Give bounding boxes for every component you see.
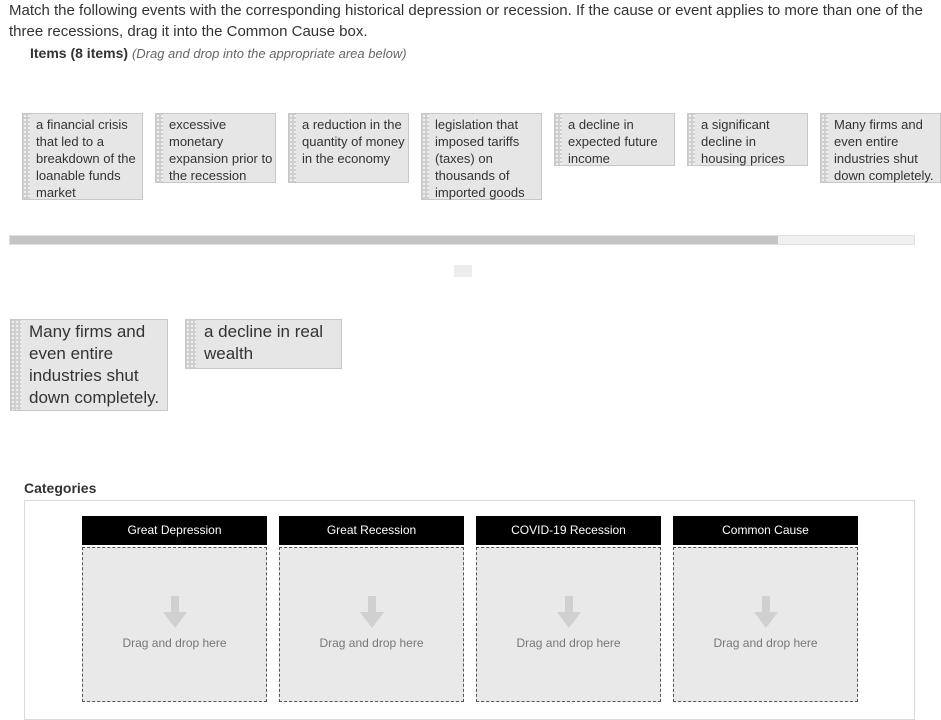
draggable-item[interactable] xyxy=(288,113,409,183)
items-scrollbar[interactable] xyxy=(9,235,915,245)
drag-handle-icon[interactable] xyxy=(289,114,296,182)
scrollbar-thumb[interactable] xyxy=(10,236,778,244)
items-tray xyxy=(9,105,934,235)
arrow-down-icon xyxy=(753,596,779,630)
items-hint: (Drag and drop into the appropriate area below) xyxy=(131,46,407,61)
item-text: Many firms and even entire industries shut down completely. xyxy=(834,117,934,183)
category-title: COVID-19 Recession xyxy=(476,516,661,545)
drag-handle-icon[interactable] xyxy=(156,114,163,182)
draggable-item[interactable] xyxy=(10,319,168,411)
item-text: excessive monetary expansion prior to the recession xyxy=(169,117,273,183)
drag-handle-icon[interactable] xyxy=(688,114,695,165)
category-common-cause xyxy=(673,516,858,702)
instructions: Match the following events with the corresponding historical depression or recession. If the cause or event applies to more than one of the three recessions, drag it into the Common Cause box. xyxy=(9,2,923,40)
draggable-item[interactable] xyxy=(185,319,342,369)
draggable-item[interactable] xyxy=(687,113,808,166)
draggable-item[interactable] xyxy=(820,113,941,183)
arrow-down-icon xyxy=(556,596,582,630)
category-title: Great Depression xyxy=(82,516,267,545)
arrow-down-icon xyxy=(162,596,188,630)
drop-zone[interactable] xyxy=(476,547,661,702)
item-text: a decline in real wealth xyxy=(204,322,324,363)
drag-handle-icon[interactable] xyxy=(555,114,562,165)
resize-handle[interactable] xyxy=(454,265,472,277)
category-title: Common Cause xyxy=(673,516,858,545)
item-text: legislation that imposed tariffs (taxes) on thousands of imported goods xyxy=(435,117,525,200)
category-covid-19-recession xyxy=(476,516,661,702)
category-great-depression xyxy=(82,516,267,702)
item-text: a decline in expected future income xyxy=(568,117,658,166)
drop-zone[interactable] xyxy=(673,547,858,702)
item-text: a financial crisis that led to a breakdown of the loanable funds market xyxy=(36,117,136,200)
drop-zone[interactable] xyxy=(82,547,267,702)
category-great-recession xyxy=(279,516,464,702)
arrow-down-icon xyxy=(359,596,385,630)
item-text: a significant decline in housing prices xyxy=(701,117,785,166)
drop-zone[interactable] xyxy=(279,547,464,702)
drag-handle-icon[interactable] xyxy=(186,320,196,368)
items-count-label: Items (8 items) xyxy=(30,45,129,61)
categories-label: Categories xyxy=(24,480,97,496)
category-title: Great Recession xyxy=(279,516,464,545)
draggable-item[interactable] xyxy=(22,113,143,200)
drag-handle-icon[interactable] xyxy=(821,114,828,182)
draggable-item[interactable] xyxy=(421,113,542,200)
drag-handle-icon[interactable] xyxy=(23,114,30,199)
drag-handle-icon[interactable] xyxy=(11,320,21,410)
item-text: Many firms and even entire industries shut down completely. xyxy=(29,322,160,407)
items-header xyxy=(30,45,407,61)
drop-hint: Drag and drop here xyxy=(516,636,621,650)
drag-handle-icon[interactable] xyxy=(422,114,429,199)
draggable-item[interactable] xyxy=(155,113,276,183)
draggable-item[interactable] xyxy=(554,113,675,166)
item-text: a reduction in the quantity of money in the economy xyxy=(302,117,405,166)
drop-hint: Drag and drop here xyxy=(122,636,227,650)
drop-hint: Drag and drop here xyxy=(319,636,424,650)
drop-hint: Drag and drop here xyxy=(713,636,818,650)
